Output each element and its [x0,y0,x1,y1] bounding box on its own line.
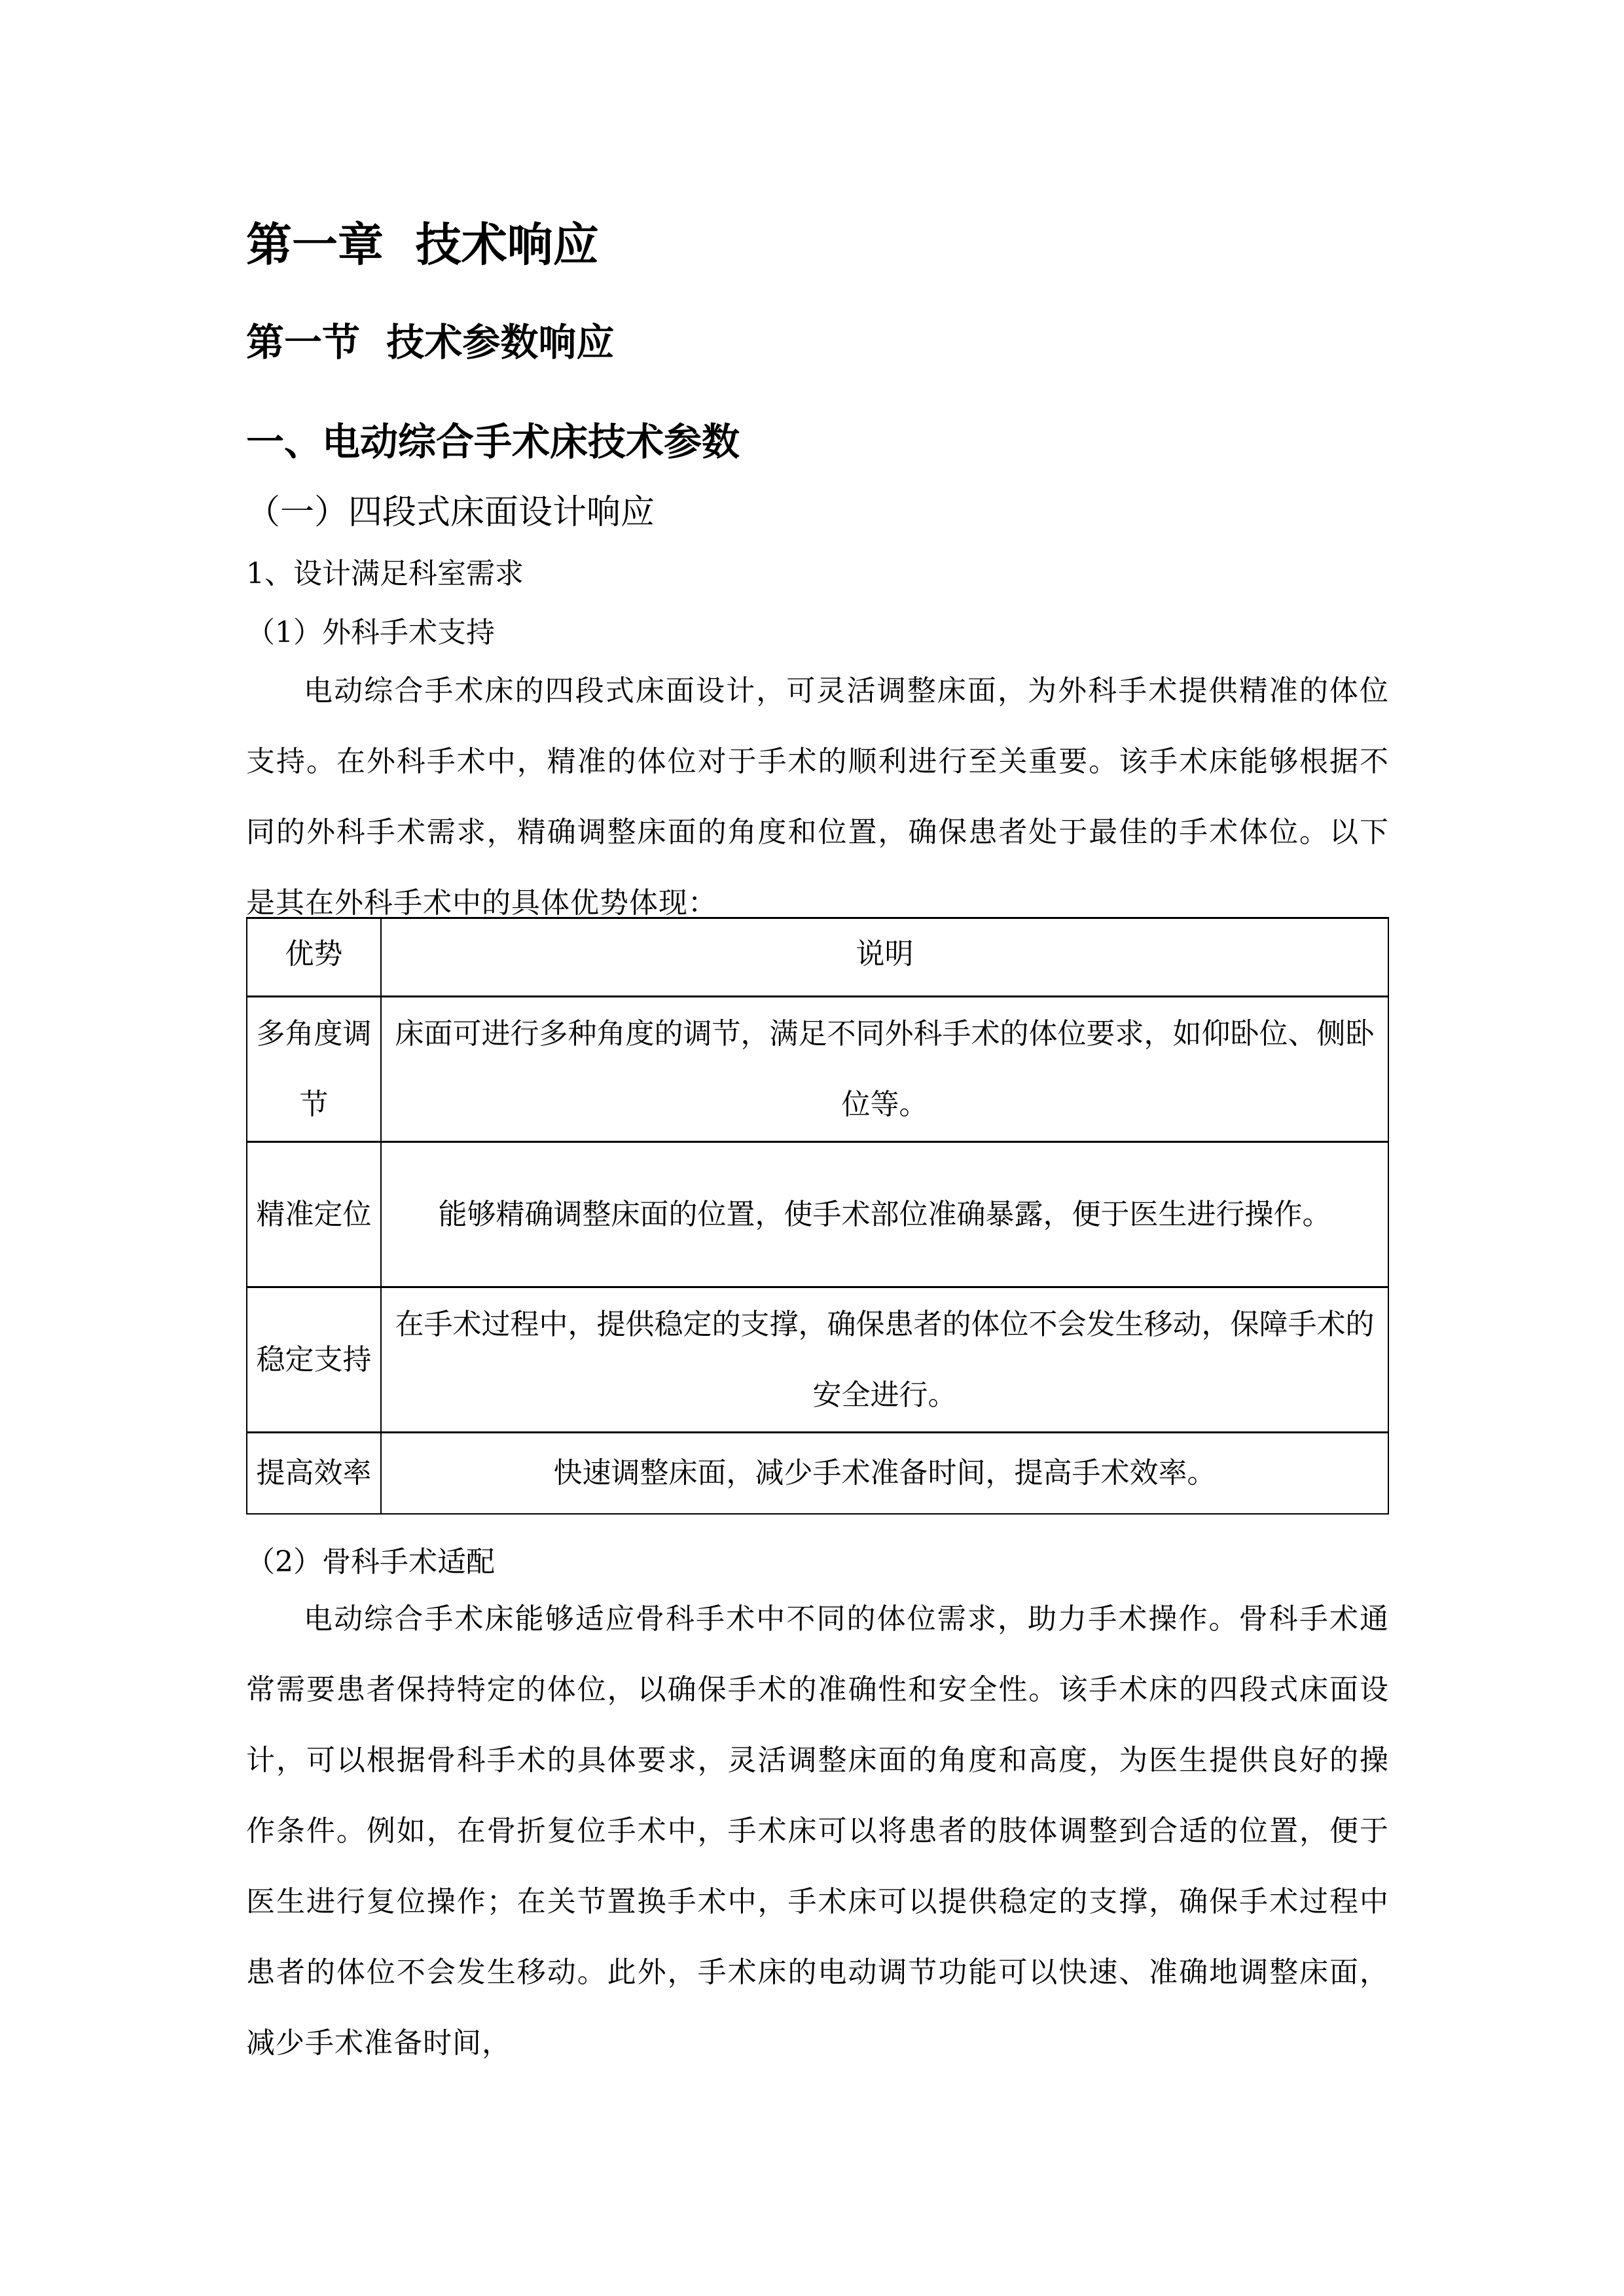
table-cell-description: 能够精确调整床面的位置，使手术部位准确暴露，便于医生进行操作。 [381,1142,1388,1287]
table-cell-advantage: 多角度调节 [247,997,381,1142]
table-row [247,1433,1388,1514]
table-header-description: 说明 [381,918,1388,997]
table-cell-advantage: 精准定位 [247,1142,381,1287]
item-title: 1、设计满足科室需求 [246,557,524,590]
table-header-row [247,918,1388,997]
table-header-advantage: 优势 [247,918,381,997]
table-cell-description: 床面可进行多种角度的调节，满足不同外科手术的体位要求，如仰卧位、侧卧位等。 [381,997,1388,1142]
subsection-title: 一、电动综合手术床技术参数 [246,420,740,464]
sub-item-title-surgery: （1）外科手术支持 [246,616,495,649]
paragraph-orthopedic-adaptation: 电动综合手术床能够适应骨科手术中不同的体位需求，助力手术操作。骨科手术通常需要患者保持特定的体位，以确保手术的准确性和安全性。该手术床的四段式床面设计，可以根据骨科手术的具体要求，灵活调整床面的角度和高度，为医生提供良好的操作条件。例如，在骨折复位手术中，手术床可以将患者的肢体调整到合适的位置，便于医生进行复位操作；在关节置换手术中，手术床可以提供稳定的支撑，确保手术过程中患者的体位不会发生移动。此外，手术床的电动调节功能可以快速、准确地调整床面，减少手术准备时间， [246,1602,1389,2060]
table-cell-advantage: 提高效率 [247,1433,381,1514]
advantages-table [246,917,1389,1515]
paragraph-surgery-support: 电动综合手术床的四段式床面设计，可灵活调整床面，为外科手术提供精准的体位支持。在外科手术中，精准的体位对于手术的顺利进行至关重要。该手术床能够根据不同的外科手术需求，精确调整床面的角度和位置，确保患者处于最佳的手术体位。以下是其在外科手术中的具体优势体现： [246,674,1389,920]
table-row [247,997,1388,1142]
table-cell-description: 快速调整床面，减少手术准备时间，提高手术效率。 [381,1433,1388,1514]
sub-item-title-orthopedic: （2）骨科手术适配 [246,1545,495,1579]
table-row [247,1287,1388,1433]
table-row [247,1142,1388,1287]
chapter-title: 第一章 技术响应 [246,218,599,272]
section-title: 第一节 技术参数响应 [246,320,615,365]
table-cell-description: 在手术过程中，提供稳定的支撑，确保患者的体位不会发生移动，保障手术的安全进行。 [381,1287,1388,1433]
table-cell-advantage: 稳定支持 [247,1287,381,1433]
subsubsection-title: （一）四段式床面设计响应 [246,493,655,532]
